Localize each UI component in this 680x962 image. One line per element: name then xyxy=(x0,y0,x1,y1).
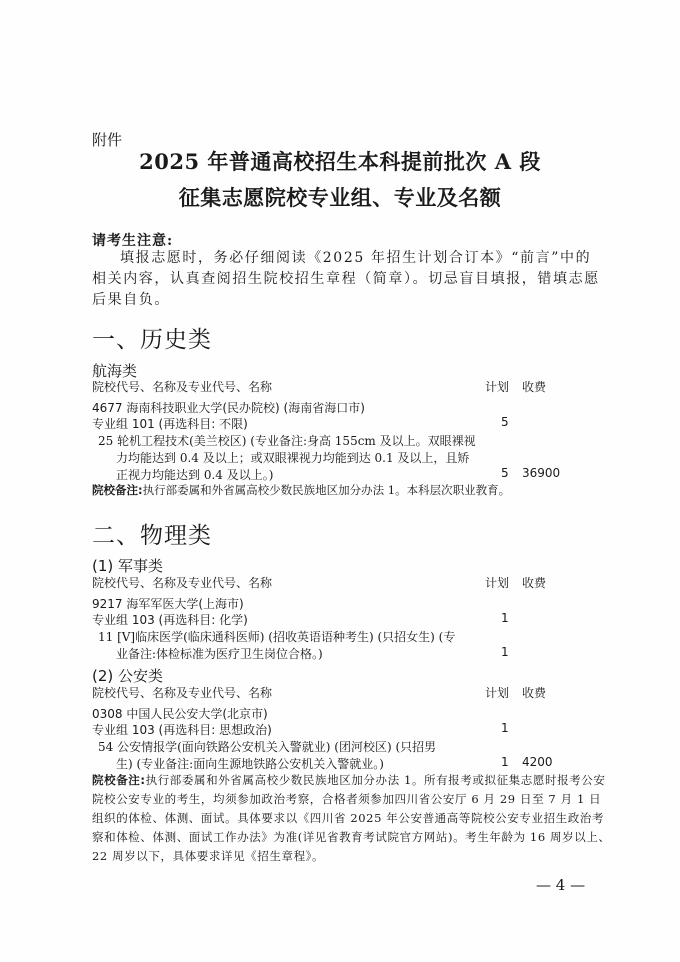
school-row: 9217 海军军医大学(上海市) xyxy=(92,597,244,611)
group-row: 专业组 103 (再选科目: 化学) xyxy=(92,613,248,627)
category-name: (1) 军事类 xyxy=(92,557,164,575)
column-header-name: 院校代号、名称及专业代号、名称 xyxy=(92,380,273,394)
remark-text: 执行部委属和外省属高校少数民族地区加分办法 1。所有报考或拟征集志愿时报考公安院校公安专业的考生，均须参加政治考察，合格者须参加四川省公安厅 6 月 29 日至 7 月 1 日组织的体检、体测、面试。具体要求以《四川省 2025 年公安普通高等院校公安专业招生政治考察和体检、体测、面试工作办法》为准(详见省教育考试院官方网站)。考生年龄为 16 周岁以上、22 周岁以下，具体要求详见《招生章程》。 xyxy=(92,773,611,863)
major-row-cont: 业备注:体检标准为医疗卫生岗位合格。) xyxy=(116,647,323,661)
major-fee: 4200 xyxy=(522,755,553,769)
group-row: 专业组 101 (再选科目: 不限) xyxy=(92,417,248,431)
major-row-cont: 生) (专业备注:面向生源地铁路公安机关入警就业。) xyxy=(116,757,384,771)
major-plan: 1 xyxy=(501,645,509,659)
remark-label: 院校备注: xyxy=(92,483,143,497)
major-row-cont: 力均能达到 0.4 及以上；或双眼裸视力均能到达 0.1 及以上，且矫 xyxy=(116,451,470,465)
column-header-name: 院校代号、名称及专业代号、名称 xyxy=(92,686,273,700)
school-remark xyxy=(92,482,510,498)
group-row: 专业组 103 (再选科目: 思想政治) xyxy=(92,723,272,737)
column-header-fee: 收费 xyxy=(522,380,547,394)
group-plan: 1 xyxy=(501,611,509,625)
column-header-plan: 计划 xyxy=(485,576,510,590)
document-title-line1: 2025 年普通高校招生本科提前批次 A 段 xyxy=(139,149,541,174)
column-header-plan: 计划 xyxy=(485,380,510,394)
attachment-label: 附件 xyxy=(92,131,123,149)
major-row: 25 轮机工程技术(美兰校区) (专业备注:身高 155cm 及以上。双眼裸视 xyxy=(98,434,476,448)
remark-text: 执行部委属和外省属高校少数民族地区加分办法 1。本科层次职业教育。 xyxy=(142,483,511,497)
major-plan: 1 xyxy=(501,755,509,769)
section-title-physics: 二、物理类 xyxy=(92,523,212,549)
section-title-history: 一、历史类 xyxy=(92,327,212,353)
major-row: 54 公安情报学(面向铁路公安机关入警就业) (团河校区) (只招男 xyxy=(98,740,437,754)
school-row: 4677 海南科技职业大学(民办院校) (海南省海口市) xyxy=(92,401,365,415)
school-remark xyxy=(92,771,612,866)
column-header-name: 院校代号、名称及专业代号、名称 xyxy=(92,576,273,590)
major-row: 11 [V]临床医学(临床通科医师) (招收英语语种考生) (只招女生) (专 xyxy=(98,630,456,644)
category-name: 航海类 xyxy=(92,362,138,380)
column-header-fee: 收费 xyxy=(522,686,547,700)
category-name: (2) 公安类 xyxy=(92,667,164,685)
column-header-plan: 计划 xyxy=(485,686,510,700)
school-row: 0308 中国人民公安大学(北京市) xyxy=(92,707,268,721)
column-header-fee: 收费 xyxy=(522,576,547,590)
notice-heading: 请考生注意: xyxy=(92,233,174,249)
document-title-line2: 征集志愿院校专业组、专业及名额 xyxy=(178,185,502,210)
major-plan: 5 xyxy=(501,466,509,480)
page-number: — 4 — xyxy=(536,876,586,894)
group-plan: 1 xyxy=(501,721,509,735)
group-plan: 5 xyxy=(501,415,509,429)
major-row-cont: 正视力均能达到 0.4 及以上。) xyxy=(116,468,274,482)
major-fee: 36900 xyxy=(522,466,561,480)
remark-label: 院校备注: xyxy=(92,773,146,787)
notice-body: 填报志愿时，务必仔细阅读《2025 年招生计划合订本》“前言”中的相关内容，认真查阅招生院校招生章程（简章）。切忌盲目填报，错填志愿后果自负。 xyxy=(92,250,600,308)
